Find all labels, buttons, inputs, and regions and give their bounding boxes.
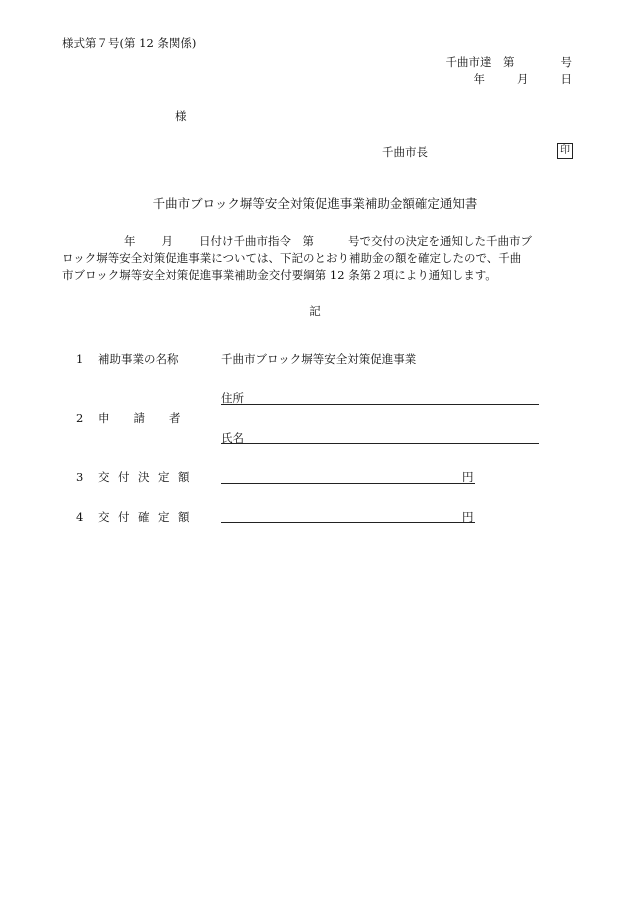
confirmed-amount-underline (221, 522, 475, 523)
body-month: 月 (161, 234, 173, 248)
issue-date-day: 日 (560, 72, 572, 86)
item-2-label (98, 411, 205, 425)
document-number (446, 55, 573, 69)
item-1-label: 補助事業の名称 (98, 352, 179, 366)
address-label: 住所 (221, 391, 244, 405)
body-year: 年 (124, 234, 136, 248)
decision-amount-underline (221, 483, 475, 484)
body-paragraph (62, 233, 572, 284)
ki-heading: 記 (309, 304, 321, 318)
name-underline (221, 443, 539, 444)
item-2-label-text: 申請者 (98, 411, 205, 425)
seal-mark: 印 (557, 143, 573, 159)
item-4-label-text: 交付確定額 (98, 510, 198, 524)
item-2-number: 2 (76, 411, 84, 425)
body-rest-line-1: 号で交付の決定を通知した千曲市ブ (348, 234, 532, 248)
form-number: 様式第７号(第 12 条関係) (62, 36, 197, 50)
body-line-1 (62, 233, 572, 250)
decision-amount-unit: 円 (462, 470, 474, 484)
item-4-number: 4 (76, 510, 84, 524)
confirmed-amount-unit: 円 (462, 510, 474, 524)
document-title: 千曲市ブロック塀等安全対策促進事業補助金額確定通知書 (152, 196, 478, 211)
item-3-label-text: 交付決定額 (98, 470, 198, 484)
document-number-prefix: 千曲市達 第 (445, 55, 515, 69)
item-3-label (98, 470, 198, 484)
body-line-2: ロック塀等安全対策促進事業については、下記のとおり補助金の額を確定したので、千曲 (62, 251, 522, 265)
issue-date-year: 年 (473, 72, 485, 86)
addressee-suffix: 様 (175, 109, 187, 123)
body-date-prefix: 日付け千曲市指令 第 (199, 234, 314, 248)
body-line-3: 市ブロック塀等安全対策促進事業補助金交付要綱第 12 条第２項により通知します。 (62, 268, 497, 282)
issuer-name: 千曲市長 (382, 145, 428, 159)
document-number-suffix: 号 (560, 55, 572, 69)
item-1-value: 千曲市ブロック塀等安全対策促進事業 (221, 352, 417, 366)
item-4-label (98, 510, 198, 524)
item-1-number: 1 (76, 352, 84, 366)
address-underline (221, 404, 539, 405)
issue-date-month: 月 (517, 72, 529, 86)
item-3-number: 3 (76, 470, 84, 484)
issue-date (474, 72, 573, 86)
name-label: 氏名 (221, 431, 244, 445)
